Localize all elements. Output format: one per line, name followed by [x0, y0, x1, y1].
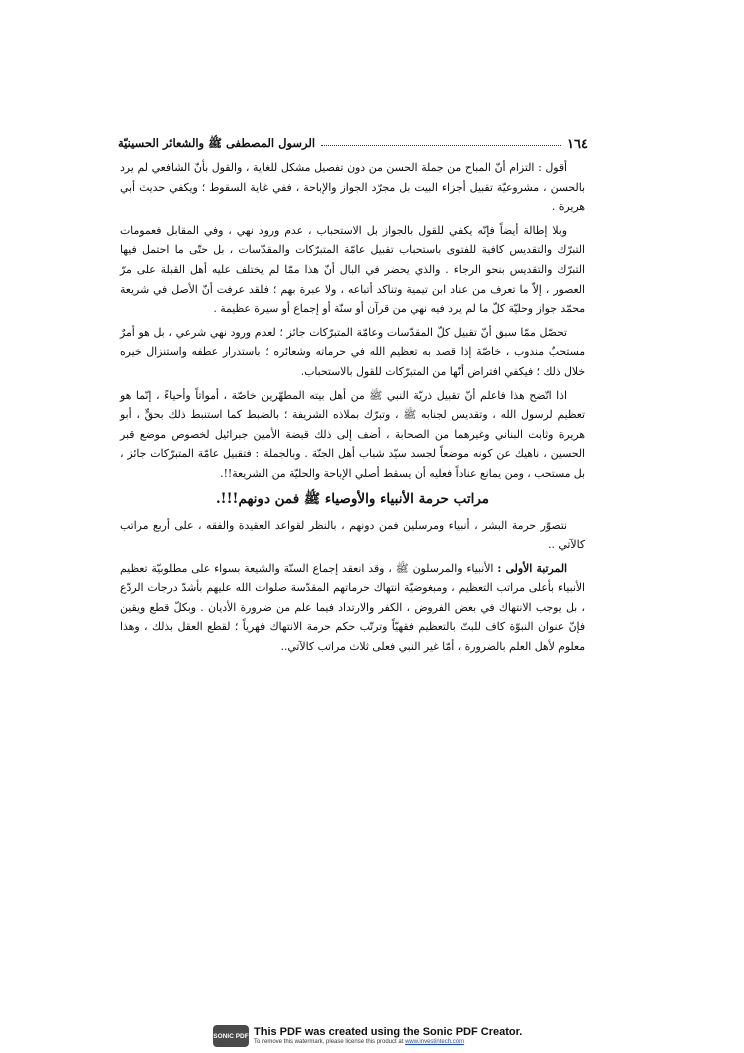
rank-one-term: المرتبة الأولى :: [497, 561, 567, 575]
paragraph-2: [120, 221, 585, 319]
watermark-subtitle-text: To remove this watermark, please license this product at: [254, 1038, 406, 1045]
paragraph-text: اذا اتّضح هذا فاعلم أنّ تقبيل ذريّة النبي ﷺ من أهل بيته المطهّرين خاصّة ، أمواتاً وأحياءً ، إنّما هو تعظيم لرسول الله ، وتقديس لجنابه ﷺ ، وتبرّك بملاذه الشريفة ؛ بالضبط كما استنبط ذلك بحقٍّ ، أبو هريرة وثابت البناني وغيرهما من الصحابة ، أضف إلى ذلك قبضة الأمين جبرائيل لخصوص موضع قبر الحسين ، ناهيك عن كونه موضعاً لجسد سيّد شباب أهل الجنّة . وبالجملة : فتقبيل عامّة المتبرّكات جائز ، بل مستحب ، ومن يمانع عناداً فعليه أن يسقط أصلي الإباحة والحليّة من الشريعة!!.: [120, 388, 585, 480]
pdf-watermark: [213, 1023, 543, 1049]
paragraph-text: أقول : التزام أنّ المباح من جملة الحسن من دون تفصيل مشكل للغاية ، والقول بأنّ الشافعي لم يرد بالحسن ، مشروعيّة تقبيل أجزاء البيت بل مجرّد الجواز والإباحة ، ففي غاية السقوط ؛ ويكفي حديث أبي هريرة .: [120, 161, 585, 214]
watermark-text: [254, 1027, 522, 1045]
section-heading: مراتب حرمة الأنبياء والأوصياء ﷺ فمن دونهم!!!.: [215, 490, 490, 507]
watermark-subtitle: [254, 1039, 522, 1045]
paragraph-text: الأنبياء والمرسلون ﷺ ، وقد انعقد إجماع السنّة والشيعة بسواء على مطلوبيّة تعظيم الأنبياء بأعلى مراتب التعظيم ، ومبغوضيّة انتهاك حرماتهم المقدّسة صلوات الله عليهم بأشدّ درجات الردّع ، بل يوجب الانتهاك في بعض الفروض ، الكفر والارتداد فيما علم من ضرورة الأديان . وبكلّ قطع ويقين فإنّ عنوان النبوّة كاف للبتّ بالتعظيم فقهيّاً وترتّب حكم حرمة الانتهاك فهرياً ؛ لقطع العقل بذلك ، وهذا معلوم لأهل العلم بالضرورة ، أمّا غير النبي فعلى ثلاث مراتب كالآتي..: [120, 561, 585, 654]
page-number: ١٦٤: [567, 137, 588, 152]
body-text: [120, 158, 585, 661]
paragraph-6: [120, 559, 585, 657]
paragraph-5: [120, 516, 585, 555]
sonic-pdf-logo: SONIC PDF: [213, 1025, 249, 1047]
header-dotted-rule: [321, 145, 561, 146]
watermark-link[interactable]: www.investintech.com: [405, 1038, 465, 1045]
paragraph-text: وبلا إطالة أيضاً فإنّه يكفي للقول بالجواز بل الاستحباب ، عدم ورود نهي ، وفي المقابل فعمومات التبرّك والتقديس كافية للفتوى باستحباب تقبيل عامّة المتبرّكات والمقدّسات ، بل حتّى ما احتمل فيها التبرّك والتقديس بنحو الرجاء . والذي يحضر في البال أنّ هذا ممّا لم يختلف عليه أهل القبلة على مرّ العصور ، إلاّ ما تعرف من عناد ابن تيمية وتناكد أتباعه ، ولا عبرة بهم ؛ فلقد عرفت أنّ الأصل في شريعة محمّد جواز وحليّة كلّ ما لم يرد فيه نهي من قرآن أو سنّة أو إجماع أو سيرة عظيمة .: [120, 223, 585, 316]
paragraph-text: نتصوّر حرمة البشر ، أنبياء ومرسلين فمن دونهم ، بالنظر لقواعد العقيدة والفقه ، على أربع مراتب كالآتي ..: [120, 518, 585, 552]
paragraph-3: [120, 323, 585, 382]
paragraph-text: تحصّل ممّا سبق أنّ تقبيل كلّ المقدّسات وعامّة المتبرّكات جائز ؛ لعدم ورود نهي شرعي ، بل هو أمرٌ مستحبٌ مندوب ، خاصّة إذا قصد به تعظيم الله في حرماته وشعائره ؛ باستدرار عطفه واستنزال خيره خلال ذلك ؛ فيكفي افتراض أنّها من المتبرّكات للقول بالاستحباب.: [120, 325, 585, 378]
watermark-title: This PDF was created using the Sonic PDF Creator.: [254, 1026, 523, 1039]
running-title: الرسول المصطفى ﷺ والشعائر الحسينيّة: [118, 136, 316, 150]
page-header: [118, 136, 588, 153]
paragraph-1: [120, 158, 585, 217]
paragraph-4: [120, 386, 585, 484]
